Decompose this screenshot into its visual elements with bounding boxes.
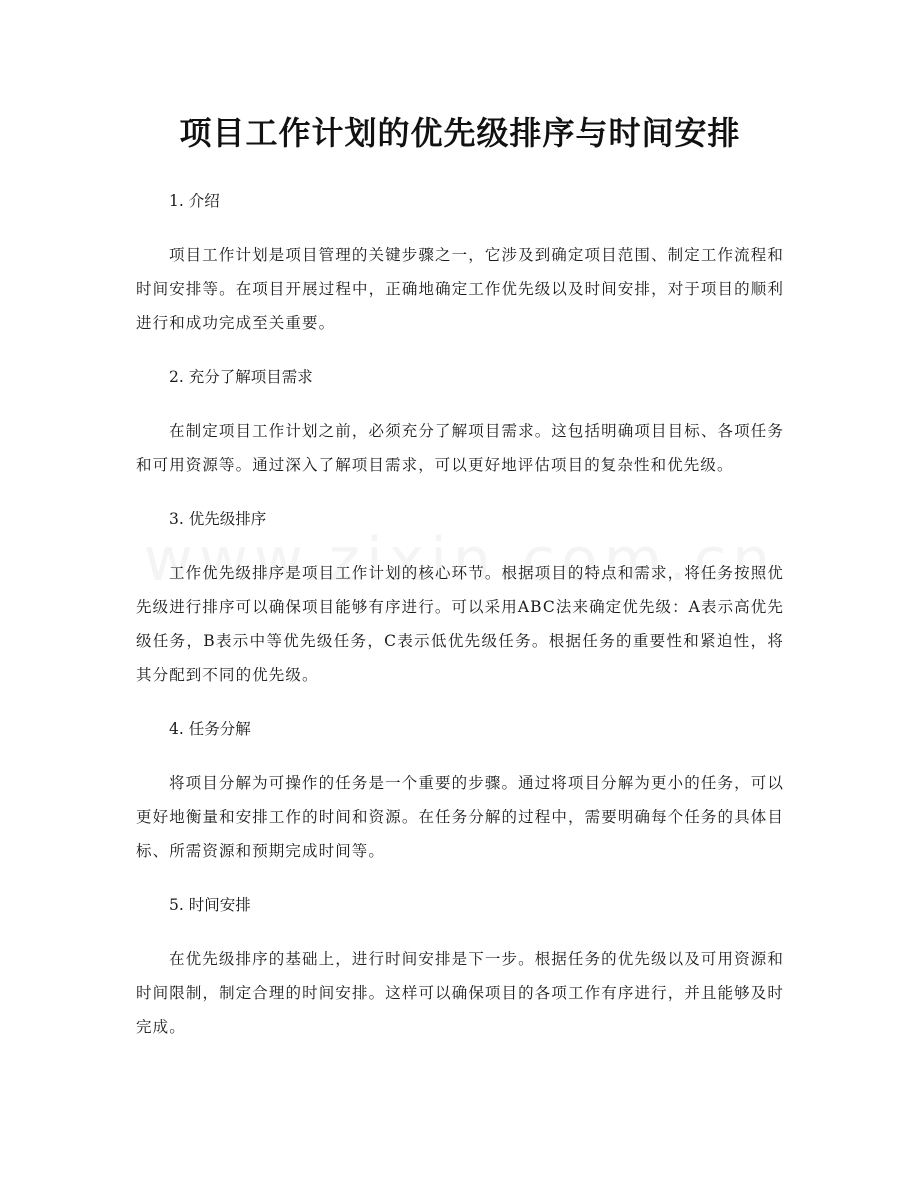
section-heading: 1. 介绍 <box>169 192 220 210</box>
section-paragraph: 在优先级排序的基础上，进行时间安排是下一步。根据任务的优先级以及可用资源和时间限制，制定合理的时间安排。这样可以确保项目的各项工作有序进行，并且能够及时完成。 <box>136 950 784 1036</box>
section-task-breakdown <box>136 712 784 868</box>
section-paragraph: 工作优先级排序是项目工作计划的核心环节。根据项目的特点和需求，将任务按照优先级进行排序可以确保项目能够有序进行。可以采用ABC法来确定优先级：A表示高优先级任务，B表示中等优先级任务，C表示低优先级任务。根据任务的重要性和紧迫性，将其分配到不同的优先级。 <box>136 564 784 684</box>
section-heading: 2. 充分了解项目需求 <box>169 368 313 386</box>
section-heading: 3. 优先级排序 <box>169 510 267 528</box>
section-scheduling <box>136 888 784 1044</box>
document-body <box>136 184 784 1064</box>
section-heading: 5. 时间安排 <box>169 896 251 914</box>
section-introduction <box>136 184 784 340</box>
section-paragraph: 在制定项目工作计划之前，必须充分了解项目需求。这包括明确项目目标、各项任务和可用资源等。通过深入了解项目需求，可以更好地评估项目的复杂性和优先级。 <box>136 422 784 474</box>
section-priority <box>136 502 784 692</box>
section-requirements <box>136 360 784 482</box>
section-paragraph: 项目工作计划是项目管理的关键步骤之一，它涉及到确定项目范围、制定工作流程和时间安排等。在项目开展过程中，正确地确定工作优先级以及时间安排，对于项目的顺利进行和成功完成至关重要。 <box>136 246 784 332</box>
page-title: 项目工作计划的优先级排序与时间安排 <box>179 114 741 152</box>
section-heading: 4. 任务分解 <box>169 720 251 738</box>
section-paragraph: 将项目分解为可操作的任务是一个重要的步骤。通过将项目分解为更小的任务，可以更好地衡量和安排工作的时间和资源。在任务分解的过程中，需要明确每个任务的具体目标、所需资源和预期完成时间等。 <box>136 774 784 860</box>
